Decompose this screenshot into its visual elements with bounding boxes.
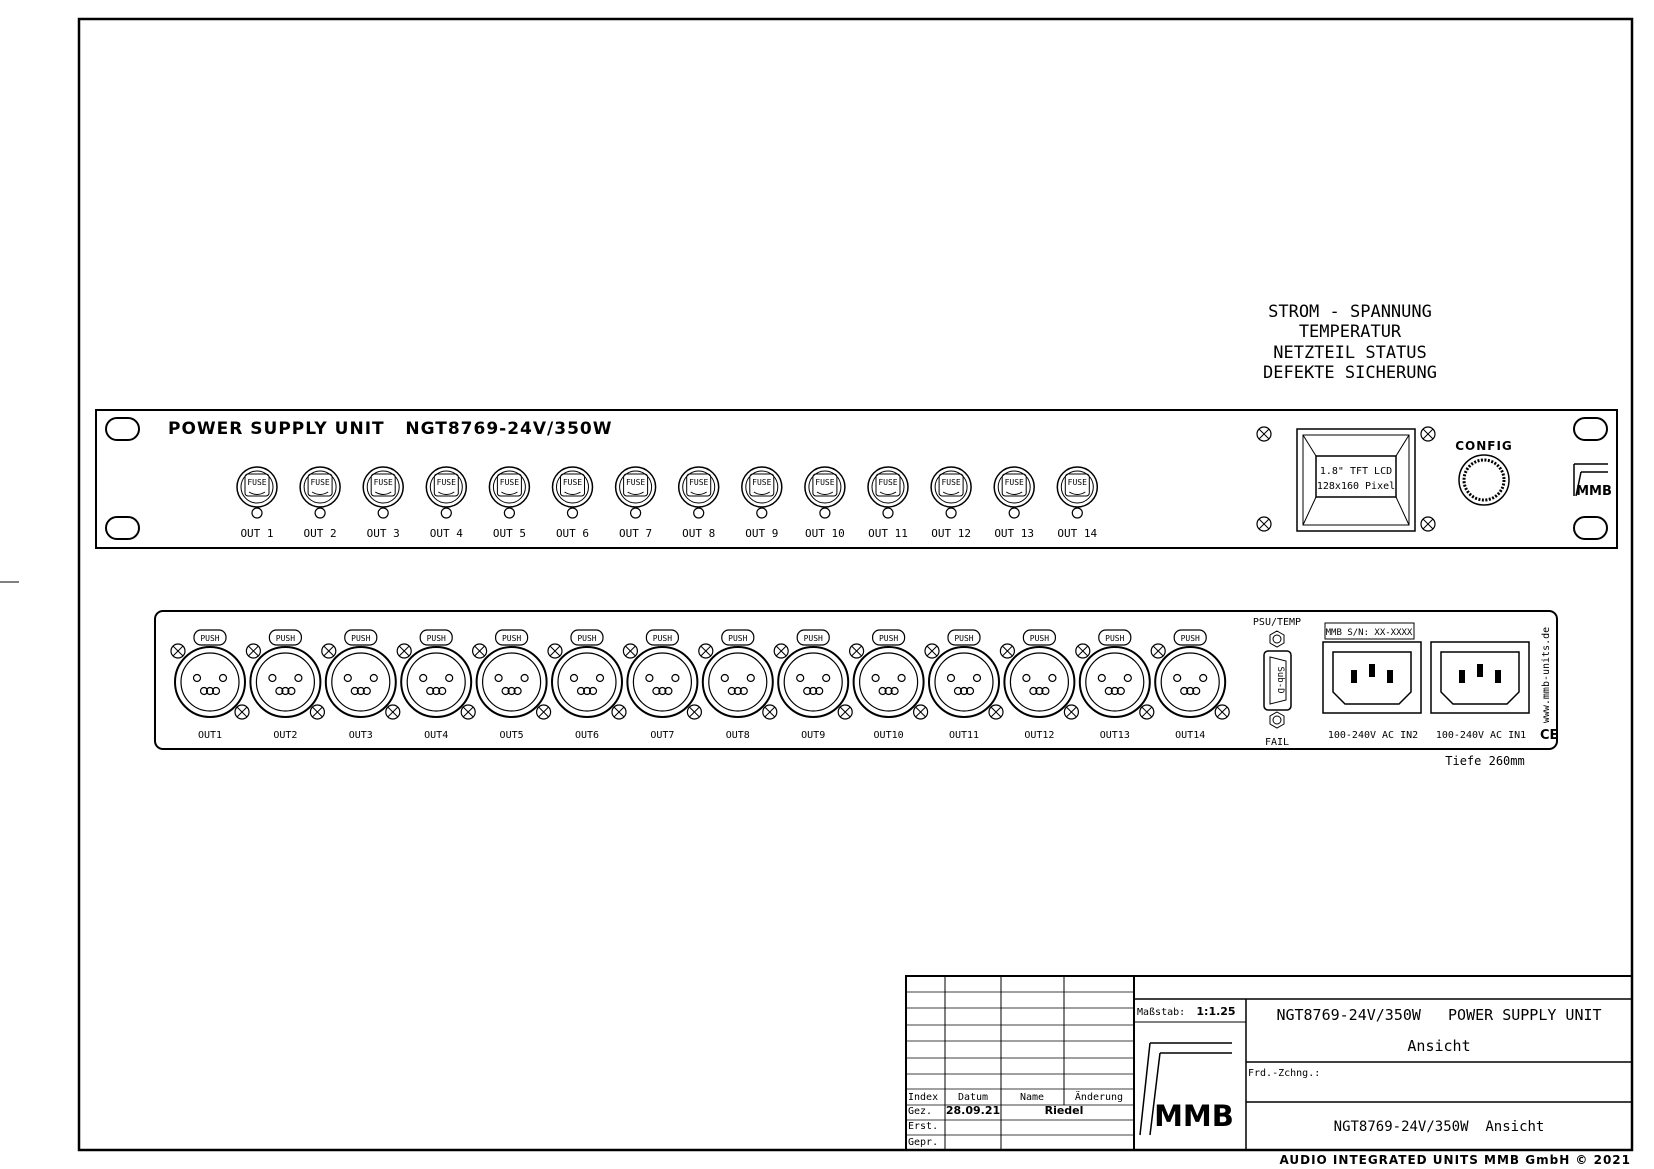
xlr-output-label: OUT13 xyxy=(1099,730,1130,741)
xlr-output-label: OUT4 xyxy=(424,730,449,741)
fuse-led xyxy=(1072,508,1082,518)
screw-icon xyxy=(1215,705,1229,719)
xlr-connector xyxy=(623,630,701,719)
screw-icon xyxy=(1151,644,1165,658)
ac-in1-label: 100-240V AC IN1 xyxy=(1435,730,1527,741)
push-label: PUSH xyxy=(1105,634,1125,643)
ac-in2-label: 100-240V AC IN2 xyxy=(1327,730,1419,741)
fuse-holder xyxy=(426,467,466,507)
drawing-number: NGT8769-24V/350W Ansicht xyxy=(1333,1119,1545,1135)
screw-icon xyxy=(548,644,562,658)
frd-label: Frd.-Zchng.: xyxy=(1248,1068,1321,1079)
ce-mark: CE xyxy=(1540,728,1559,743)
led-fail xyxy=(1270,712,1284,728)
website-label: www.mmb-units.de xyxy=(1541,626,1552,724)
config-knob-grip xyxy=(1464,460,1504,500)
fuse-label: FUSE xyxy=(247,478,267,487)
push-label: PUSH xyxy=(200,634,220,643)
lcd-label-line1: 1.8" TFT LCD xyxy=(1319,466,1393,477)
screw-icon xyxy=(914,705,928,719)
fuse-output-label: OUT 4 xyxy=(429,527,463,540)
fuse-holder xyxy=(994,467,1034,507)
screw-icon xyxy=(925,644,939,658)
sub-d-connector xyxy=(1264,651,1291,710)
drawn-date: 28.09.21 xyxy=(945,1104,1001,1117)
depth-note: Tiefe 260mm xyxy=(1445,754,1525,768)
screw-icon xyxy=(989,705,1003,719)
fuse-led xyxy=(504,508,514,518)
fuse-label: FUSE xyxy=(373,478,393,487)
feature-line: DEFEKTE SICHERUNG xyxy=(1263,363,1437,383)
front-logo-text: MMB xyxy=(1576,484,1612,499)
xlr-row xyxy=(171,630,1229,741)
screw-icon xyxy=(397,644,411,658)
serial-number: MMB S/N: XX-XXXX xyxy=(1325,628,1413,638)
screw-icon xyxy=(838,705,852,719)
fuse-led xyxy=(315,508,325,518)
fuse-holder xyxy=(931,467,971,507)
fuse-holder xyxy=(805,467,845,507)
screw-icon xyxy=(473,644,487,658)
rack-slot-left-top xyxy=(106,418,139,440)
feature-line: STROM - SPANNUNG xyxy=(1268,302,1432,322)
fuse-holder xyxy=(742,467,782,507)
fuse-output-label: OUT 10 xyxy=(805,527,845,540)
header-datum: Datum xyxy=(957,1092,989,1103)
push-label: PUSH xyxy=(954,634,974,643)
fuse-holder xyxy=(489,467,529,507)
front-panel xyxy=(96,410,1617,548)
fuse-label: FUSE xyxy=(436,478,456,487)
screw-icon xyxy=(1257,427,1271,441)
feature-list xyxy=(1263,302,1437,383)
fuse-led xyxy=(883,508,893,518)
feature-line: NETZTEIL STATUS xyxy=(1273,343,1427,363)
fuse-output-label: OUT 1 xyxy=(240,527,274,540)
config-label: CONFIG xyxy=(1455,439,1513,453)
xlr-connector xyxy=(246,630,324,719)
xlr-output-label: OUT12 xyxy=(1024,730,1055,741)
fuse-label: FUSE xyxy=(562,478,583,487)
xlr-connector xyxy=(699,630,777,719)
lcd-label-line2: 128x160 Pixel xyxy=(1316,481,1396,492)
push-label: PUSH xyxy=(728,634,748,643)
led-psu-temp xyxy=(1270,631,1284,647)
fuse-label: FUSE xyxy=(310,478,330,487)
xlr-output-label: OUT10 xyxy=(873,730,904,741)
screw-icon xyxy=(612,705,626,719)
xlr-output-label: OUT3 xyxy=(348,730,373,741)
fuse-label: FUSE xyxy=(499,478,520,487)
fuse-led xyxy=(1009,508,1019,518)
fuse-holder xyxy=(1057,467,1097,507)
fuse-label: FUSE xyxy=(815,478,835,487)
revision-rows xyxy=(906,992,1134,1135)
screw-icon xyxy=(461,705,475,719)
fuse-output-label: OUT 2 xyxy=(303,527,337,540)
xlr-connector xyxy=(850,630,928,719)
screw-icon xyxy=(699,644,713,658)
screw-icon xyxy=(171,644,185,658)
xlr-connector xyxy=(1000,630,1078,719)
xlr-output-label: OUT7 xyxy=(650,730,675,741)
xlr-connector xyxy=(548,630,626,719)
screw-icon xyxy=(537,705,551,719)
xlr-connector xyxy=(925,630,1003,719)
push-label: PUSH xyxy=(803,634,823,643)
screw-icon xyxy=(1421,517,1435,531)
xlr-output-label: OUT9 xyxy=(801,730,826,741)
screw-icon xyxy=(687,705,701,719)
fuse-led xyxy=(820,508,830,518)
sheet-border xyxy=(79,19,1632,1150)
title-block-logo-text: MMB xyxy=(1154,1099,1234,1133)
fuse-label: FUSE xyxy=(941,478,961,487)
push-label: PUSH xyxy=(351,634,371,643)
push-label: PUSH xyxy=(501,634,522,643)
screw-icon xyxy=(763,705,777,719)
fuse-led xyxy=(946,508,956,518)
xlr-output-label: OUT1 xyxy=(197,730,223,741)
xlr-connector xyxy=(397,630,475,719)
lcd-display xyxy=(1297,429,1415,531)
scale-value: 1:1.25 xyxy=(1196,1005,1236,1018)
fuse-output-label: OUT 14 xyxy=(1057,527,1098,540)
fuse-led xyxy=(378,508,388,518)
label-gepr: Gepr. xyxy=(908,1137,939,1148)
fuse-led xyxy=(252,508,262,518)
label-gez: Gez. xyxy=(908,1106,933,1117)
push-label: PUSH xyxy=(1180,634,1200,643)
fuse-holder xyxy=(363,467,403,507)
copyright: AUDIO INTEGRATED UNITS MMB GmbH © 2021 xyxy=(1279,1153,1631,1167)
screw-icon xyxy=(386,705,400,719)
fuse-holder xyxy=(679,467,719,507)
fuse-label: FUSE xyxy=(625,478,646,487)
screw-icon xyxy=(235,705,249,719)
fuse-output-label: OUT 12 xyxy=(931,527,971,540)
fuse-holder xyxy=(237,467,277,507)
push-label: PUSH xyxy=(577,634,597,643)
fuse-output-label: OUT 9 xyxy=(745,527,779,540)
push-label: PUSH xyxy=(426,634,446,643)
fuse-label: FUSE xyxy=(689,478,709,487)
fuse-led xyxy=(631,508,641,518)
fuse-label: FUSE xyxy=(878,478,898,487)
push-label: PUSH xyxy=(652,634,673,643)
xlr-output-label: OUT6 xyxy=(574,730,600,741)
xlr-connector xyxy=(171,630,249,719)
push-label: PUSH xyxy=(878,634,899,643)
mmb-logo-front xyxy=(1574,464,1612,499)
fuse-output-label: OUT 5 xyxy=(492,527,526,540)
header-name: Name xyxy=(1019,1092,1045,1103)
drawing-subtitle: Ansicht xyxy=(1407,1037,1471,1055)
push-label: PUSH xyxy=(1029,634,1050,643)
screw-icon xyxy=(1064,705,1078,719)
rack-slot-left-bottom xyxy=(106,517,139,539)
fuse-label: FUSE xyxy=(752,478,772,487)
header-index: Index xyxy=(908,1092,939,1103)
fuse-output-label: OUT 3 xyxy=(366,527,400,540)
screw-icon xyxy=(1000,644,1014,658)
xlr-output-label: OUT8 xyxy=(725,730,750,741)
screw-icon xyxy=(850,644,864,658)
xlr-connector xyxy=(1076,630,1154,719)
screw-icon xyxy=(1421,427,1435,441)
screw-icon xyxy=(623,644,637,658)
screw-icon xyxy=(1140,705,1154,719)
xlr-connector xyxy=(1151,630,1229,719)
front-panel-title: POWER SUPPLY UNIT NGT8769-24V/350W xyxy=(168,419,613,439)
screw-icon xyxy=(1257,517,1271,531)
xlr-connector xyxy=(473,630,551,719)
fuse-output-label: OUT 11 xyxy=(868,527,908,540)
fuse-led xyxy=(568,508,578,518)
screw-icon xyxy=(1076,644,1090,658)
fuse-led xyxy=(441,508,451,518)
header-aenderung: Änderung xyxy=(1074,1092,1124,1103)
fuse-label: FUSE xyxy=(1067,478,1087,487)
psu-temp-label: PSU/TEMP xyxy=(1252,617,1302,628)
xlr-connector xyxy=(322,630,400,719)
fuse-label: FUSE xyxy=(1004,478,1024,487)
drawing-title: NGT8769-24V/350W POWER SUPPLY UNIT xyxy=(1276,1006,1602,1024)
scale-label: Maßstab: xyxy=(1137,1007,1186,1018)
screw-icon xyxy=(310,705,324,719)
fuse-output-label: OUT 6 xyxy=(555,527,590,540)
xlr-output-label: OUT11 xyxy=(948,730,980,741)
fuse-led xyxy=(757,508,767,518)
lcd-screws xyxy=(1257,427,1435,531)
fuse-holder xyxy=(553,467,593,507)
fuse-row xyxy=(237,467,1098,540)
fuse-output-label: OUT 13 xyxy=(994,527,1035,540)
rear-panel xyxy=(155,611,1558,768)
fuse-holder xyxy=(300,467,340,507)
title-block xyxy=(906,976,1632,1167)
fuse-output-label: OUT 8 xyxy=(682,527,716,540)
xlr-output-label: OUT5 xyxy=(499,730,524,741)
iec-inlet-in2 xyxy=(1323,642,1421,713)
screw-icon xyxy=(246,644,260,658)
screw-icon xyxy=(322,644,336,658)
fuse-led xyxy=(694,508,704,518)
rack-slot-right-bottom xyxy=(1574,517,1607,539)
fuse-holder xyxy=(616,467,656,507)
screw-icon xyxy=(774,644,788,658)
fuse-holder xyxy=(868,467,908,507)
label-erst: Erst. xyxy=(908,1121,939,1132)
feature-line: TEMPERATUR xyxy=(1298,322,1402,342)
mmb-logo-title-block xyxy=(1140,1043,1234,1135)
sub-d-label: Sub-D xyxy=(1275,666,1285,694)
fail-label: FAIL xyxy=(1264,737,1290,748)
push-label: PUSH xyxy=(275,634,296,643)
xlr-output-label: OUT2 xyxy=(273,730,298,741)
xlr-connector xyxy=(774,630,852,719)
rack-slot-right-top xyxy=(1574,418,1607,440)
fuse-output-label: OUT 7 xyxy=(619,527,653,540)
drawn-by: Riedel xyxy=(1044,1104,1084,1117)
config-knob xyxy=(1459,455,1509,505)
xlr-output-label: OUT14 xyxy=(1175,730,1206,741)
iec-inlet-in1 xyxy=(1431,642,1529,713)
